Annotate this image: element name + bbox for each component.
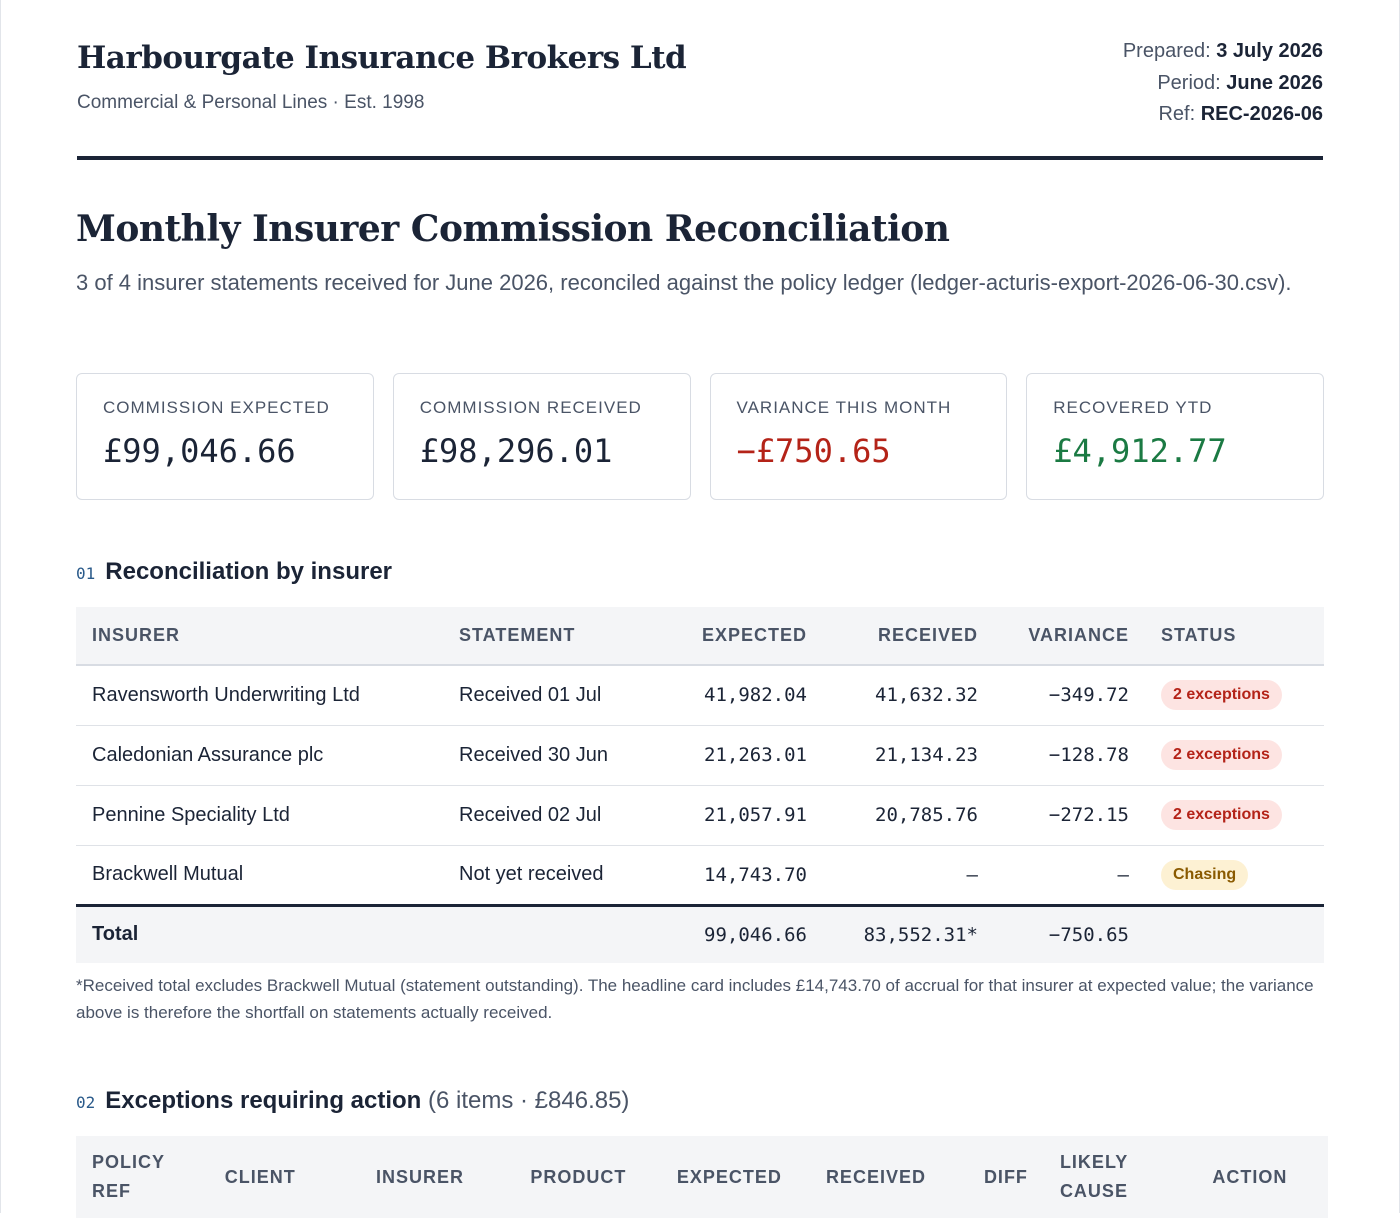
column-header: POLICY REF (76, 1136, 209, 1218)
status-badge: 2 exceptions (1161, 740, 1282, 770)
period-label: Period: (1157, 71, 1221, 94)
statement-cell: Received 01 Jul (443, 665, 653, 725)
status-badge: Chasing (1161, 860, 1248, 890)
column-header: ACTION (1172, 1136, 1328, 1218)
statement-cell: Not yet received (443, 845, 653, 905)
expected-cell: 21,263.01 (653, 725, 823, 785)
received-cell: — (823, 845, 994, 905)
column-header: RECEIVED (798, 1136, 942, 1218)
kpi-label: COMMISSION EXPECTED (103, 398, 330, 417)
kpi-value: £4,912.77 (1053, 432, 1227, 470)
column-header: RECEIVED (823, 607, 994, 665)
column-header: PRODUCT (514, 1136, 661, 1218)
total-empty-cell (1145, 905, 1324, 963)
exceptions-table (76, 1136, 1328, 1218)
page-subtitle: 3 of 4 insurer statements received for June 2026, reconciled against the policy ledger (ledger-acturis-export-2026-06-30.csv). (76, 270, 1292, 295)
prepared-line (1123, 36, 1323, 68)
variance-cell: −272.15 (994, 785, 1145, 845)
expected-cell: 21,057.91 (653, 785, 823, 845)
ref-line (1123, 99, 1323, 131)
insurer-cell: Ravensworth Underwriting Ltd (76, 665, 443, 725)
company-name: Harbourgate Insurance Brokers Ltd (77, 40, 687, 76)
received-cell: 21,134.23 (823, 725, 994, 785)
kpi-card-received (393, 373, 691, 500)
kpi-card-variance (710, 373, 1008, 500)
prepared-label: Prepared: (1122, 40, 1211, 62)
variance-cell: — (994, 845, 1145, 905)
ref-value: REC-2026-06 (1200, 103, 1323, 125)
column-header: CLIENT (209, 1136, 360, 1218)
section-number: 02 (76, 1093, 96, 1112)
received-cell: 20,785.76 (823, 785, 994, 845)
expected-cell: 41,982.04 (653, 665, 823, 725)
period-value: June 2026 (1226, 71, 1323, 94)
report-header (77, 0, 1323, 160)
report-meta (1123, 36, 1323, 131)
prepared-value: 3 July 2026 (1216, 40, 1323, 62)
insurer-cell: Pennine Speciality Ltd (76, 785, 443, 845)
column-header: INSURER (76, 607, 443, 665)
insurer-cell: Caledonian Assurance plc (76, 725, 443, 785)
total-expected: 99,046.66 (653, 905, 823, 963)
column-header: STATEMENT (443, 607, 653, 665)
section-heading-reconciliation (76, 558, 392, 586)
period-line (1123, 68, 1323, 100)
footnote: *Received total excludes Brackwell Mutual (statement outstanding). The headline card includes £14,743.70 of accrual for that insurer at expected value; the variance above is therefore the shortfall on statements actually received. (76, 976, 1314, 1022)
status-badge: 2 exceptions (1161, 680, 1282, 710)
table-header-row (76, 1136, 1328, 1218)
column-header: STATUS (1145, 607, 1324, 665)
ref-label: Ref: (1158, 103, 1196, 125)
section-number: 01 (76, 564, 96, 583)
total-received: 83,552.31* (823, 905, 994, 963)
table-header-row (76, 607, 1324, 665)
section-heading-exceptions (76, 1087, 629, 1115)
received-cell: 41,632.32 (823, 665, 994, 725)
table-row (76, 785, 1324, 845)
reconciliation-table (76, 607, 1324, 963)
status-badge: 2 exceptions (1161, 800, 1282, 830)
status-cell (1145, 665, 1324, 725)
kpi-card-recovered (1026, 373, 1324, 500)
company-tagline: Commercial & Personal Lines · Est. 1998 (77, 92, 425, 113)
kpi-cards (76, 373, 1324, 500)
table-row (76, 725, 1324, 785)
kpi-value: £99,046.66 (103, 432, 296, 470)
statement-cell: Received 02 Jul (443, 785, 653, 845)
expected-cell: 14,743.70 (653, 845, 823, 905)
section-title: Reconciliation by insurer (105, 558, 392, 585)
table-row (76, 845, 1324, 905)
kpi-label: VARIANCE THIS MONTH (736, 398, 952, 417)
total-label: Total (76, 905, 443, 963)
column-header: INSURER (360, 1136, 514, 1218)
status-cell (1145, 845, 1324, 905)
status-cell (1145, 725, 1324, 785)
section-summary: (6 items · £846.85) (428, 1087, 630, 1114)
total-empty-cell (443, 905, 653, 963)
variance-cell: −128.78 (994, 725, 1145, 785)
statement-cell: Received 30 Jun (443, 725, 653, 785)
status-cell (1145, 785, 1324, 845)
page-title: Monthly Insurer Commission Reconciliation (76, 208, 950, 250)
kpi-value: £98,296.01 (419, 432, 613, 470)
variance-cell: −349.72 (994, 665, 1145, 725)
kpi-card-expected (76, 373, 374, 500)
total-row (76, 905, 1324, 963)
column-header: LIKELY CAUSE (1044, 1136, 1172, 1218)
kpi-value: −£750.65 (736, 432, 891, 470)
kpi-label: RECOVERED YTD (1053, 398, 1213, 417)
kpi-label: COMMISSION RECEIVED (419, 398, 642, 417)
column-header: DIFF (942, 1136, 1044, 1218)
column-header: EXPECTED (653, 607, 823, 665)
total-variance: −750.65 (994, 905, 1145, 963)
column-header: EXPECTED (661, 1136, 798, 1218)
table-row (76, 665, 1324, 725)
column-header: VARIANCE (994, 607, 1145, 665)
insurer-cell: Brackwell Mutual (76, 845, 443, 905)
section-title: Exceptions requiring action (105, 1087, 422, 1114)
